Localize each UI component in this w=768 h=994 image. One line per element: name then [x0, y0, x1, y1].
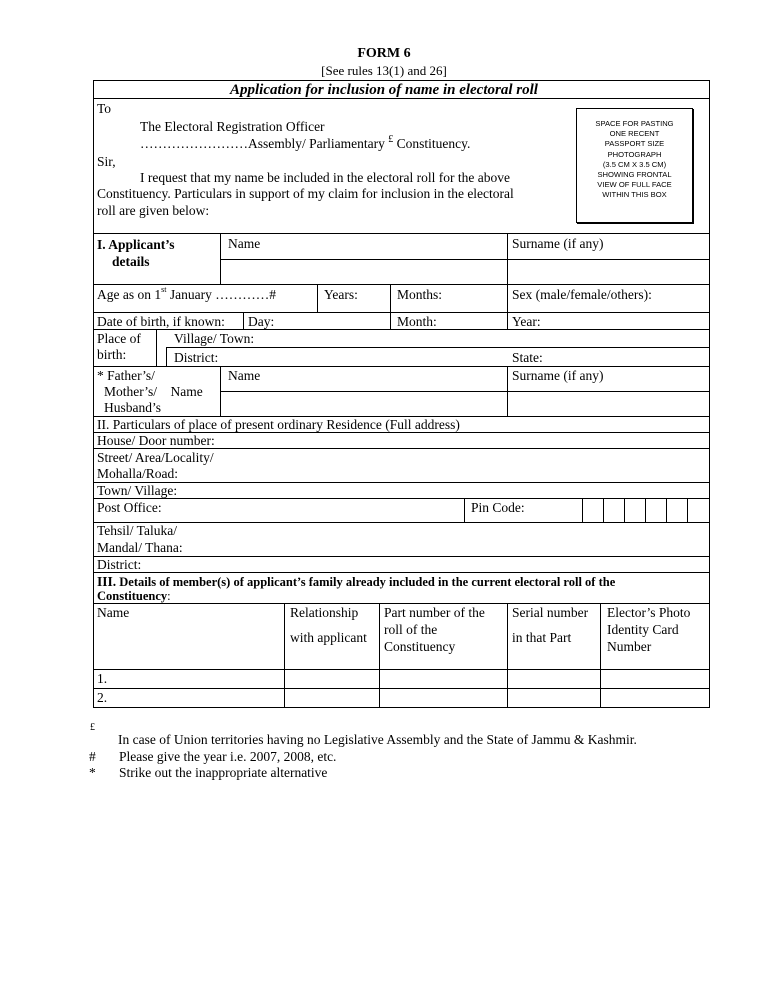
table-row: 2. [97, 690, 108, 705]
age-label [97, 287, 276, 303]
constituency-prefix: ……………………Assembly/ Parliamentary [140, 136, 385, 151]
photo-box-line: SPACE FOR PASTING [595, 119, 674, 128]
salutation: Sir, [97, 154, 116, 169]
applicant-surname-label: Surname (if any) [512, 236, 604, 251]
relative-label-3: Husband’s [104, 400, 161, 415]
form-title: FORM 6 [357, 46, 411, 61]
age-sup: st [161, 285, 167, 294]
pin-code-label: Pin Code: [471, 500, 525, 515]
col-epic-header: Elector’s Photo [607, 605, 691, 620]
footnote-text: In case of Union territories having no Legislative Assembly and the State of Jammu & Kashmir. [118, 732, 637, 747]
relative-surname-label: Surname (if any) [512, 368, 604, 383]
footnote-mark: # [89, 749, 96, 764]
photo-box-line: WITHIN THIS BOX [602, 190, 667, 200]
relative-label-1: * Father’s/ [97, 368, 155, 383]
footnote-text: Strike out the inappropriate alternative [119, 765, 328, 780]
section1-heading: I. Applicant’s [97, 237, 175, 252]
relative-name-label: Name [228, 368, 261, 383]
village-town-label: Village/ Town: [174, 331, 255, 346]
section3-heading-text: Details of member(s) of applicant’s family already included in the current electoral roll of the [116, 575, 616, 589]
pound-mark: £ [388, 134, 394, 145]
col-epic-header-3: Number [607, 639, 652, 654]
request-line-3: roll are given below: [97, 203, 210, 218]
footnote-mark: £ [90, 722, 95, 733]
application-title: Application for inclusion of name in electoral roll [230, 82, 538, 98]
col-part-header: Part number of the [384, 605, 485, 620]
town-village-label: Town/ Village: [97, 483, 178, 498]
photo-box-line: PASSPORT SIZE [604, 139, 665, 149]
months-label: Months: [397, 287, 443, 302]
section3-heading [97, 574, 615, 590]
photo-box-line: VIEW OF FULL FACE [597, 180, 672, 190]
relative-label-2 [104, 384, 203, 400]
request-line-2: Constituency. Particulars in support of my claim for inclusion in the electoral [97, 186, 514, 201]
col-relationship-header-2: with applicant [290, 630, 367, 645]
constituency-suffix: Constituency. [396, 136, 471, 151]
photo-box-line: (3.5 CM X 3.5 CM) [602, 159, 667, 169]
pob-state-label: State: [512, 350, 543, 365]
col-epic-header-2: Identity Card [607, 622, 679, 637]
addressee-to: To [97, 101, 112, 116]
sex-label: Sex (male/female/others): [512, 287, 652, 302]
age-label-a: Age as on 1 [97, 287, 162, 302]
table-row: 1. [97, 671, 108, 686]
section3-heading-colon: : [167, 589, 171, 603]
day-label: Day: [248, 314, 275, 329]
pob-label-2: birth: [97, 347, 127, 362]
photo-box-line: SHOWING FRONTAL [597, 170, 672, 180]
post-office-label: Post Office: [97, 500, 162, 515]
month-label: Month: [397, 314, 437, 329]
years-label: Years: [324, 287, 358, 302]
relative-label-2-name: Name [170, 384, 203, 399]
dob-label: Date of birth, if known: [97, 314, 225, 329]
section1-heading-2: details [112, 254, 150, 269]
tehsil-label-2: Mandal/ Thana: [97, 540, 183, 555]
col-name-header: Name [97, 605, 130, 620]
col-serial-header-2: in that Part [512, 630, 572, 645]
pob-label: Place of [97, 331, 141, 346]
section3-num: III. [97, 574, 117, 589]
photo-box-line: ONE RECENT [609, 129, 660, 139]
footnote-mark: * [89, 765, 96, 780]
pob-district-label: District: [174, 350, 219, 365]
constituency-line [140, 136, 470, 152]
rules-reference: [See rules 13(1) and 26] [321, 63, 447, 78]
col-part-header-3: Constituency [384, 639, 456, 654]
relative-label-2-text: Mother’s/ [104, 384, 157, 399]
tehsil-label: Tehsil/ Taluka/ [97, 523, 177, 538]
house-number-label: House/ Door number: [97, 433, 215, 448]
request-line-1: I request that my name be included in the electoral roll for the above [140, 170, 510, 185]
year-label: Year: [512, 314, 541, 329]
col-serial-header: Serial number [512, 605, 589, 620]
street-label: Street/ Area/Locality/ [97, 450, 214, 465]
photo-paste-box [576, 108, 693, 223]
applicant-name-label: Name [228, 236, 261, 251]
section3-heading-constituency: Constituency [97, 589, 168, 603]
col-part-header-2: roll of the [384, 622, 438, 637]
street-label-2: Mohalla/Road: [97, 466, 178, 481]
section2-heading: II. Particulars of place of present ordinary Residence (Full address) [97, 417, 460, 432]
footnote-text: Please give the year i.e. 2007, 2008, etc. [119, 749, 337, 764]
addressee-officer: The Electoral Registration Officer [140, 119, 325, 134]
photo-box-line: PHOTOGRAPH [607, 149, 662, 159]
col-relationship-header: Relationship [290, 605, 359, 620]
section3-heading-2 [97, 589, 171, 604]
address-district-label: District: [97, 557, 142, 572]
age-label-b: January …………# [166, 287, 276, 302]
